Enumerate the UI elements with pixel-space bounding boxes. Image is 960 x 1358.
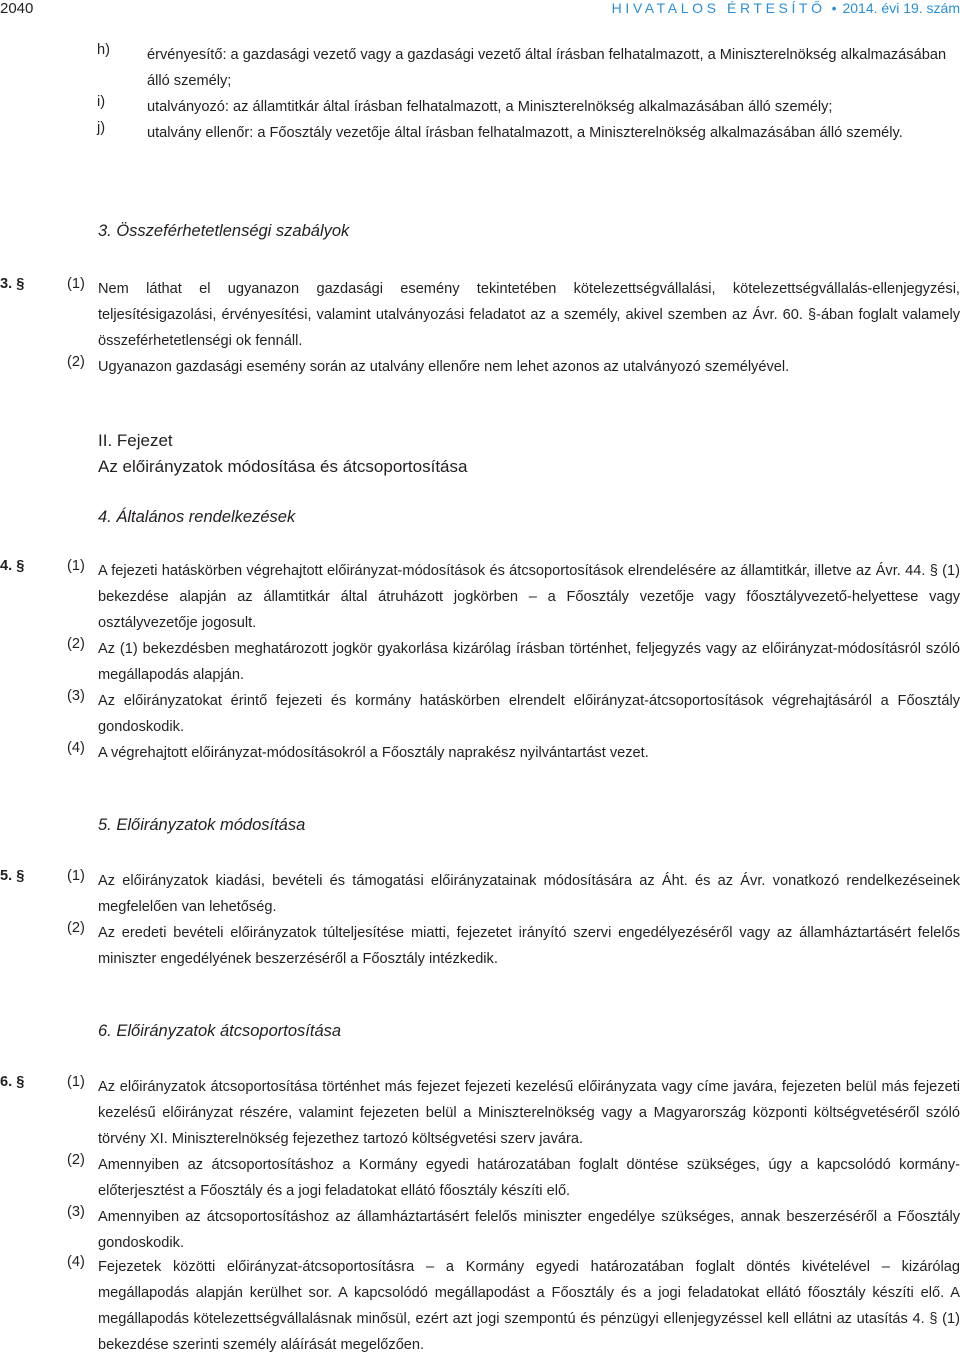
subsection-text: Fejezetek közötti előirányzat-átcsoportosításra – a Kormány egyedi határozatában foglalt döntés kivételével – kizárólag megállapodás alapján kerülhet sor. A kapcsolódó megállapodást a Főosztály és a jogi feladatokat ellátó főosztály készíti elő. A megállapodás kötelezettségvállalásnak minősül, ezért azt jogi szempontú és pénzügyi ellenjegyzéssel kell ellátni az utasítás 4. § (1) bekezdése szerinti személy aláírását megelőzően. <box>98 1259 960 1353</box>
subsection-text: A végrehajtott előirányzat-módosításokról a Főosztály naprakész nyilvántartást vezet. <box>98 745 649 761</box>
subsection-text: Az előirányzatokat érintő fejezeti és kormány hatáskörben elrendelt előirányzat-átcsoportosítások végrehajtásáról a Főosztály gondoskodik. <box>98 693 960 735</box>
subsection-number: (4) <box>67 1254 85 1270</box>
subsection-text: Ugyanazon gazdasági esemény során az utalvány ellenőre nem lehet azonos az utalványozó személyével. <box>98 359 790 375</box>
section-title: 6. Előirányzatok átcsoportosítása <box>98 1022 342 1040</box>
paragraph-number: 5. § <box>0 868 25 884</box>
paragraph-number: 4. § <box>0 558 25 574</box>
issue-label: 2014. évi 19. szám <box>842 0 960 16</box>
paragraph-number: 6. § <box>0 1074 25 1090</box>
chapter-label: II. Fejezet <box>98 431 173 450</box>
header-separator: • <box>831 0 837 16</box>
subsection-text: Az előirányzatok átcsoportosítása történhet más fejezet fejezeti kezelésű előirányzata vagy címe javára, fejezeten belül más fejezeti kezelésű előirányzat részére, valamint fejezeten belül a Miniszterelnökség vagy a Magyarország központi költségvetéséről szóló törvény XI. Miniszterelnökség fejezethez tartozó költségvetési szerv javára. <box>98 1079 960 1147</box>
page-header <box>0 0 960 24</box>
subsection-text: Amennyiben az átcsoportosításhoz a Kormány egyedi határozatában foglalt döntése szükséges, úgy a kapcsolódó kormány-előterjesztést a Főosztály és a jogi feladatokat ellátó főosztály készíti elő. <box>98 1157 960 1199</box>
definition-text: érvényesítő: a gazdasági vezető vagy a gazdasági vezető által írásban felhatalmazott, a Miniszterelnökség alkalmazásában álló személy; <box>147 47 947 89</box>
subsection-number: (2) <box>67 354 85 370</box>
subsection-number: (3) <box>67 688 85 704</box>
section-title: 5. Előirányzatok módosítása <box>98 816 306 834</box>
journal-title: HIVATALOS ÉRTESÍTŐ <box>611 0 826 16</box>
subsection-number: (1) <box>67 558 85 574</box>
subsection-number: (4) <box>67 740 85 756</box>
definition-letter: j) <box>97 120 106 136</box>
section-title: 3. Összeférhetetlenségi szabályok <box>98 222 350 240</box>
subsection-number: (2) <box>67 920 85 936</box>
subsection-text: A fejezeti hatáskörben végrehajtott előirányzat-módosítások és átcsoportosítások elrendelésére az államtitkár, illetve az Ávr. 44. § (1) bekezdése alapján az államtitkár által átruházott jogkörben – a Főosztály vezetője vagy főosztályvezető-helyettese vagy osztályvezetője jogosult. <box>98 563 960 631</box>
subsection-number: (2) <box>67 1152 85 1168</box>
subsection-number: (1) <box>67 276 85 292</box>
subsection-text: Az előirányzatok kiadási, bevételi és támogatási előirányzatainak módosítására az Áht. és az Ávr. vonatkozó rendelkezéseinek megfelelően van lehetőség. <box>98 873 960 915</box>
definition-letter: i) <box>97 94 106 110</box>
paragraph-number: 3. § <box>0 276 25 292</box>
subsection-text: Az eredeti bevételi előirányzatok túlteljesítése miatti, fejezetet irányító szervi engedélyezéséről vagy az államháztartásért felelős miniszter engedélyének beszerzéséről a Főosztály intézkedik. <box>98 925 960 967</box>
subsection-text: Amennyiben az átcsoportosításhoz az államháztartásért felelős miniszter engedélye szükséges, annak beszerzéséről a Főosztály gondoskodik. <box>98 1209 960 1251</box>
subsection-number: (3) <box>67 1204 85 1220</box>
subsection-number: (2) <box>67 636 85 652</box>
definition-letter: h) <box>97 42 110 58</box>
definition-text: utalványozó: az államtitkár által írásban felhatalmazott, a Miniszterelnökség alkalmazásában álló személy; <box>147 99 833 115</box>
subsection-number: (1) <box>67 1074 85 1090</box>
definition-text: utalvány ellenőr: a Főosztály vezetője által írásban felhatalmazott, a Miniszterelnökség alkalmazásában álló személy. <box>147 125 903 141</box>
chapter-title: Az előirányzatok módosítása és átcsoportosítása <box>98 457 468 476</box>
chapter-heading <box>98 428 467 480</box>
subsection-number: (1) <box>67 868 85 884</box>
journal-header <box>612 0 960 16</box>
subsection-text: Nem láthat el ugyanazon gazdasági esemény tekintetében kötelezettségvállalási, kötelezettségvállalás-ellenjegyzési, teljesítésigazolási, érvényesítési, valamint utalványozási feladatot az a személy, akivel szemben az Ávr. 60. §-ában foglalt valamely összeférhetetlenségi ok fennáll. <box>98 281 960 349</box>
section-title: 4. Általános rendelkezések <box>98 508 296 526</box>
subsection-text: Az (1) bekezdésben meghatározott jogkör gyakorlása kizárólag írásban történhet, feljegyzés vagy az előirányzat-módosításról szóló megállapodás alapján. <box>98 641 960 683</box>
page-number: 2040 <box>0 0 34 17</box>
